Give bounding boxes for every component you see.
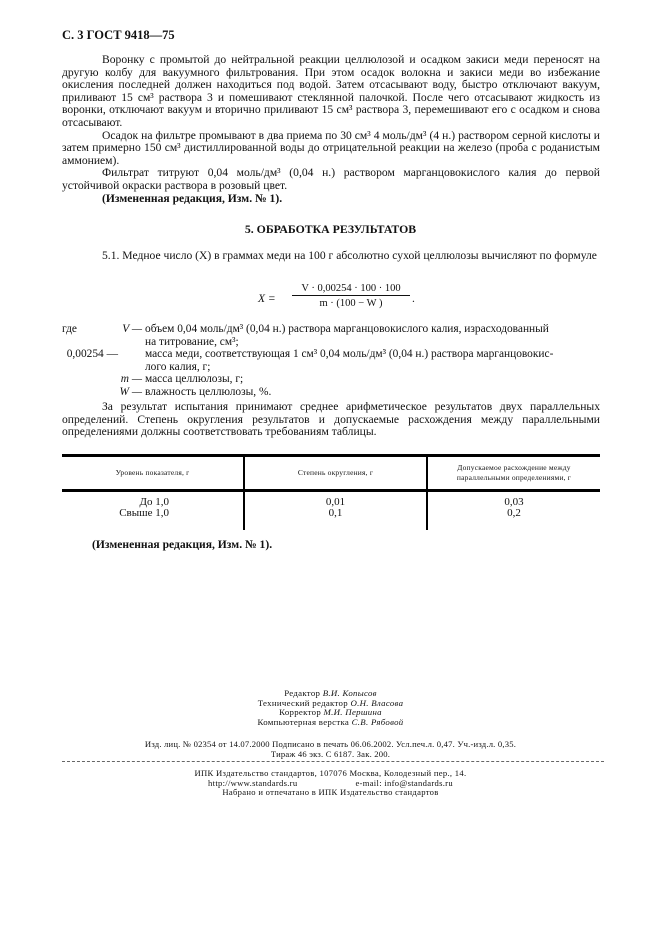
definition-symbol: 0,00254 —	[66, 348, 118, 361]
definition-text: объем 0,04 моль/дм³ (0,04 н.) раствора марганцовокислого калия, израсходованный	[145, 323, 549, 335]
table-row	[62, 491, 600, 531]
table-cell: До 1,0 Свыше 1,0	[119, 496, 169, 519]
section-title: 5. ОБРАБОТКА РЕЗУЛЬТАТОВ	[244, 222, 417, 236]
publisher-info	[0, 769, 661, 798]
intro-paragraph-1: Воронку с промытой до нейтральной реакции целлюлозой и осадком закиси меди переносят на другую колбу для вакуумного фильтрования. При этом осадок волокна и закиси меди во избежание окисления последней должен находиться под водой. Затем отсасывают воду, быстро отключают вакуум, приливают 15 см³ раствора 3 и помешивают стеклянной палочкой. После чего отсасывают жидкость из воронки, отключают вакуум и вторично приливают 15 см³ раствора 3, перемешивают его с осадком и снова отсасывают.	[62, 53, 600, 129]
intro-paragraph-2: Осадок на фильтре промывают в два приема по 30 см³ 4 моль/дм³ (4 н.) раствором серной кислоты и затем примерно 150 см³ дистиллированной воды до отрицательной реакции на железо (проба с роданистым аммонием).	[62, 128, 600, 167]
amendment-note-2: (Измененная редакция, Изм. № 1).	[92, 538, 273, 551]
definition-symbol: W —	[119, 385, 142, 398]
table-header: Степень округления, г	[244, 456, 427, 491]
formula-tail: .	[412, 293, 415, 305]
publisher-address: ИПК Издательство стандартов, 107076 Москва, Колодезный пер., 14.	[194, 768, 467, 778]
publication-info	[0, 740, 661, 759]
rounding-table	[62, 454, 600, 530]
publication-line-2: Тираж 46 экз. С 6187. Зак. 200.	[270, 748, 391, 759]
definition-symbol: V —	[122, 323, 142, 335]
formula-fraction	[292, 283, 410, 309]
where-prefix: где	[62, 323, 77, 335]
publisher-website: http://www.standards.ru	[208, 777, 298, 788]
formula-denominator: m · (100 − W )	[319, 298, 383, 309]
credit-line: Компьютерная верстка С.В. Рябовой	[257, 716, 404, 727]
formula-lhs: X =	[258, 293, 276, 305]
page-header: С. 3 ГОСТ 9418—75	[62, 28, 175, 42]
intro-paragraph-3: Фильтрат титруют 0,04 моль/дм³ (0,04 н.) раствором марганцовокислого калия до первой устойчивой окраски раствора в розовый цвет.	[62, 166, 600, 192]
credit-line: Корректор М.И. Першина	[279, 707, 382, 718]
table-cell: 0,03 0,2	[427, 491, 600, 531]
table-cell: 0,01 0,1	[244, 491, 427, 531]
formula-numerator: V · 0,00254 · 100 · 100	[292, 283, 410, 296]
definition-symbol: m —	[120, 373, 142, 386]
printed-by: Набрано и отпечатано в ИПК Издательство стандартов	[222, 787, 439, 798]
publisher-email: e-mail: info@standards.ru	[355, 777, 453, 788]
definition-text-cont: лого калия, г;	[145, 360, 211, 373]
intro-text	[62, 54, 600, 205]
definition-text: влажность целлюлозы, %.	[145, 385, 272, 398]
definition-text: масса целлюлозы, г;	[145, 373, 244, 386]
credits	[0, 689, 661, 727]
amendment-note: (Измененная редакция, Изм. № 1).	[102, 191, 283, 205]
variable-definitions	[62, 323, 602, 399]
definition-text: масса меди, соответствующая 1 см³ 0,04 моль/дм³ (0,04 н.) раствора марганцовокис-	[145, 348, 554, 361]
divider	[62, 761, 604, 762]
credit-line: Технический редактор О.Н. Власова	[257, 697, 404, 708]
section-paragraph-1: 5.1. Медное число (X) в граммах меди на 100 г абсолютно сухой целлюлозы вычисляют по формуле	[102, 249, 597, 262]
definition-text-cont: на титрование, см³;	[145, 335, 239, 348]
table-header: Допускаемое расхождение между параллельными определениями, г	[427, 456, 600, 491]
credit-line: Редактор В.И. Копысов	[284, 688, 377, 698]
section-intro	[62, 250, 600, 263]
table-header: Уровень показателя, г	[62, 456, 244, 491]
section-text-2	[62, 401, 600, 439]
section-paragraph-2: За результат испытания принимают среднее арифметическое результатов двух параллельных определений. Степень округления результатов и допускаемые расхождения между параллельными определениями должны соответствовать требованиям таблицы.	[62, 400, 600, 439]
publication-line-1: Изд. лиц. № 02354 от 14.07.2000 Подписано в печать 06.06.2002. Усл.печ.л. 0,47. Уч.-изд.л. 0,35.	[144, 739, 517, 749]
